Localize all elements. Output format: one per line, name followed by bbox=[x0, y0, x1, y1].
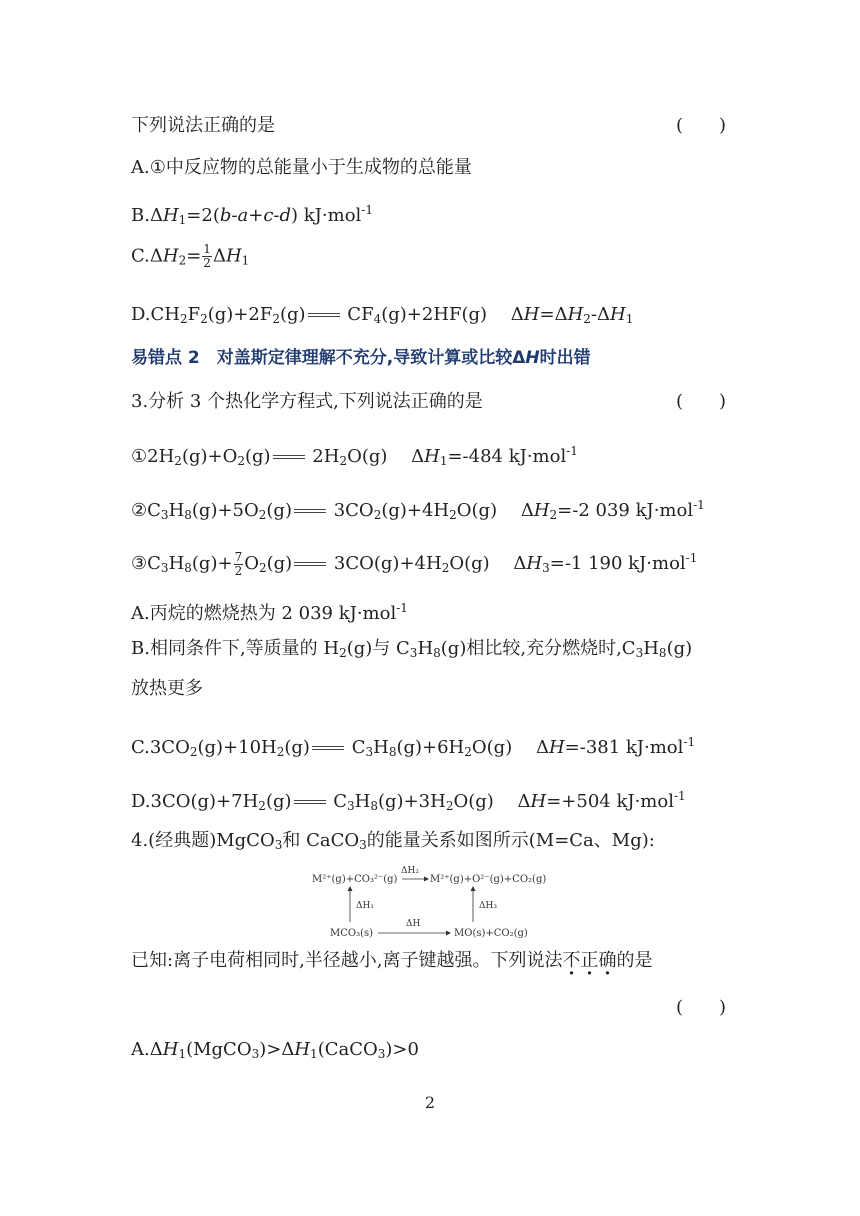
diagram-label-dh3: ΔH₃ bbox=[479, 901, 497, 911]
page-number: 2 bbox=[424, 1093, 436, 1112]
q3-option-a: A.丙烷的燃烧热为 2 039 kJ·mol$^{-1}$ bbox=[131, 601, 408, 624]
q2-option-a: A.①中反应物的总能量小于生成物的总能量 bbox=[131, 157, 472, 178]
fraction-seven-halves: $\frac{7}{2}$ bbox=[234, 549, 243, 578]
diagram-top-right: M²⁺(g)+O²⁻(g)+CO₂(g) bbox=[430, 874, 547, 885]
energy-cycle-diagram bbox=[308, 864, 548, 944]
q4-option-a: $A.\Delta H_1(MgCO_3)>\Delta H_1(CaCO_3)>0$ bbox=[131, 1039, 419, 1061]
q4-answer-paren: ( ) bbox=[676, 997, 727, 1018]
q3-stem: 3.分析 3 个热化学方程式,下列说法正确的是 bbox=[131, 391, 483, 412]
emphasis-dot-char: 确 bbox=[598, 950, 617, 971]
q3-equation-2: $②C_3H_8(g)+5O_2(g)$ $3CO_2(g)+4H_2O(g)$ $\Delta H_2=-2$ 039 kJ·mol$^{-1}$ bbox=[131, 498, 705, 522]
arrowhead-dh bbox=[446, 931, 451, 936]
emphasis-dot-char: 正 bbox=[580, 950, 599, 971]
arrowhead-dh1 bbox=[348, 886, 353, 891]
diagram-bottom-left: MCO₃(s) bbox=[330, 928, 374, 939]
q4-known: 已知:离子电荷相同时,半径越小,离子键越强。下列说法不正确的是 bbox=[131, 950, 653, 971]
fraction-one-half: $\frac{1}{2}$ bbox=[203, 242, 211, 270]
q2-option-b: $B.\Delta H_1=2(b-a+c-d)$ kJ·mol$^{-1}$ bbox=[131, 203, 373, 227]
diagram-top-left: M²⁺(g)+CO₃²⁻(g) bbox=[312, 874, 398, 885]
diagram-label-dh2: ΔH₂ bbox=[401, 866, 419, 876]
q3-equation-1: $①2H_2(g)+O_2(g)$ $2H_2O(g)$ $\Delta H_1=-484$ kJ·mol$^{-1}$ bbox=[131, 444, 578, 468]
q2-answer-paren: ( ) bbox=[676, 115, 727, 136]
q3-option-c: $C.3CO_2(g)+10H_2(g)$ $C_3H_8(g)+6H_2O(g)$ ΔH=-381 kJ·mol$^{-1}$ bbox=[131, 735, 696, 759]
q3-equation-3: $③C_3H_8(g)+$ $\frac{7}{2}$ $O_2(g)$ $3CO(g)+4H_2O(g)$ $\Delta H_3=-1$ 190 kJ·mol$^{-1}$ bbox=[131, 549, 698, 578]
diagram-label-dh1: ΔH₁ bbox=[356, 901, 374, 911]
arrowhead-dh3 bbox=[471, 886, 476, 891]
q2-option-c: $C.\Delta H_2=$ $\frac{1}{2}$ $\Delta H_1$ bbox=[131, 242, 250, 270]
section-heading: 易错点 2 对盖斯定律理解不充分,导致计算或比较ΔH时出错 bbox=[131, 348, 591, 368]
q2-stem: 下列说法正确的是 bbox=[131, 115, 275, 136]
emphasis-dot-char: 不 bbox=[562, 950, 581, 971]
q3-option-b: B.相同条件下,等质量的 $H_2(g)$与 $C_3H_8(g)$相比较,充分燃烧时$,C_3H_8(g)$ bbox=[131, 638, 693, 660]
q2-option-d: $D.CH_2F_2(g)+2F_2(g)$ $CF_4(g)+2HF(g)$ $\Delta H=\Delta H_2-\Delta H_1$ bbox=[131, 304, 634, 326]
q3-option-d: $D.3CO(g)+7H_2(g)$ $C_3H_8(g)+3H_2O(g)$ ΔH=+504 kJ·mol$^{-1}$ bbox=[131, 789, 686, 813]
arrowhead-dh2 bbox=[424, 877, 429, 882]
q3-answer-paren: ( ) bbox=[676, 391, 727, 412]
diagram-label-dh: ΔH bbox=[406, 919, 421, 929]
q4-stem: 4.(经典题)MgCO$_3$和 CaCO$_3$的能量关系如图所示(M=Ca、Mg): bbox=[131, 830, 655, 852]
q3-option-b-line2: 放热更多 bbox=[131, 678, 203, 699]
diagram-bottom-right: MO(s)+CO₂(g) bbox=[454, 928, 528, 939]
